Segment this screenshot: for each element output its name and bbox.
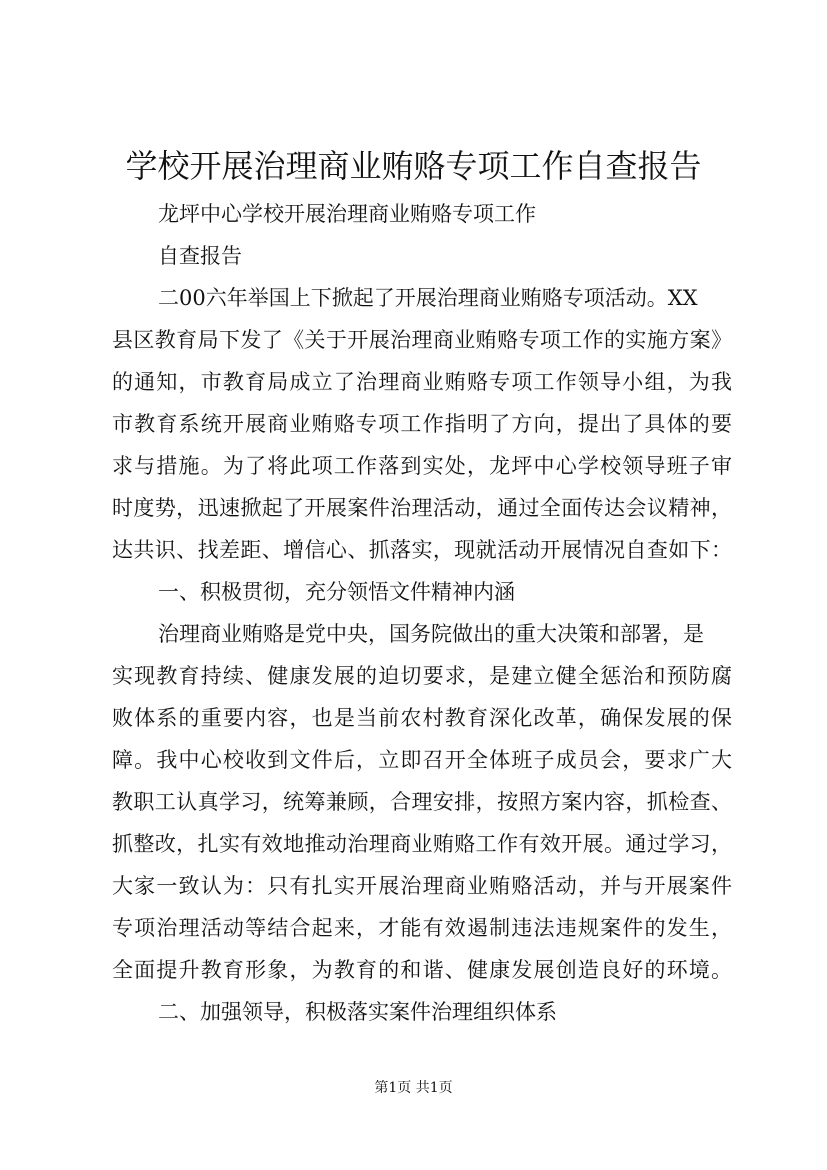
page-footer: 第1页 共1页 [374, 1080, 453, 1096]
paragraph-line: 教职工认真学习，统筹兼顾，合理安排，按照方案内容，抓检查、 [112, 790, 732, 814]
paragraph-line: 大家一致认为：只有扎实开展治理商业贿赂活动，并与开展案件 [112, 874, 732, 898]
paragraph-line: 市教育系统开展商业贿赂专项工作指明了方向，提出了具体的要 [112, 412, 732, 436]
paragraph-line: 县区教育局下发了《关于开展治理商业贿赂专项工作的实施方案》 [112, 328, 732, 352]
paragraph-line: 治理商业贿赂是党中央，国务院做出的重大决策和部署，是 [158, 622, 704, 646]
paragraph-line: 龙坪中心学校开展治理商业贿赂专项工作 [158, 202, 536, 226]
paragraph-line: 的通知，市教育局成立了治理商业贿赂专项工作领导小组，为我 [112, 370, 732, 394]
section-heading: 二、加强领导，积极落实案件治理组织体系 [158, 1000, 557, 1024]
paragraph-line: 败体系的重要内容，也是当前农村教育深化改革，确保发展的保 [112, 706, 732, 730]
document-title: 学校开展治理商业贿赂专项工作自查报告 [125, 147, 702, 185]
paragraph-line: 专项治理活动等结合起来，才能有效遏制违法违规案件的发生， [112, 916, 732, 940]
paragraph-line: 抓整改，扎实有效地推动治理商业贿赂工作有效开展。通过学习， [112, 832, 732, 856]
paragraph-line: 全面提升教育形象，为教育的和谐、健康发展创造良好的环境。 [112, 958, 732, 982]
paragraph-line: 障。我中心校收到文件后，立即召开全体班子成员会，要求广大 [112, 748, 732, 772]
paragraph-line: 实现教育持续、健康发展的迫切要求，是建立健全惩治和预防腐 [112, 664, 732, 688]
paragraph-line: 达共识、找差距、增信心、抓落实，现就活动开展情况自查如下： [112, 538, 732, 562]
paragraph-line: 求与措施。为了将此项工作落到实处，龙坪中心学校领导班子审 [112, 454, 732, 478]
section-heading: 一、积极贯彻，充分领悟文件精神内涵 [158, 580, 515, 604]
paragraph-line: 自查报告 [158, 244, 242, 268]
paragraph-line: 二00六年举国上下掀起了开展治理商业贿赂专项活动。XX [158, 286, 698, 310]
paragraph-line: 时度势，迅速掀起了开展案件治理活动，通过全面传达会议精神， [112, 496, 732, 520]
